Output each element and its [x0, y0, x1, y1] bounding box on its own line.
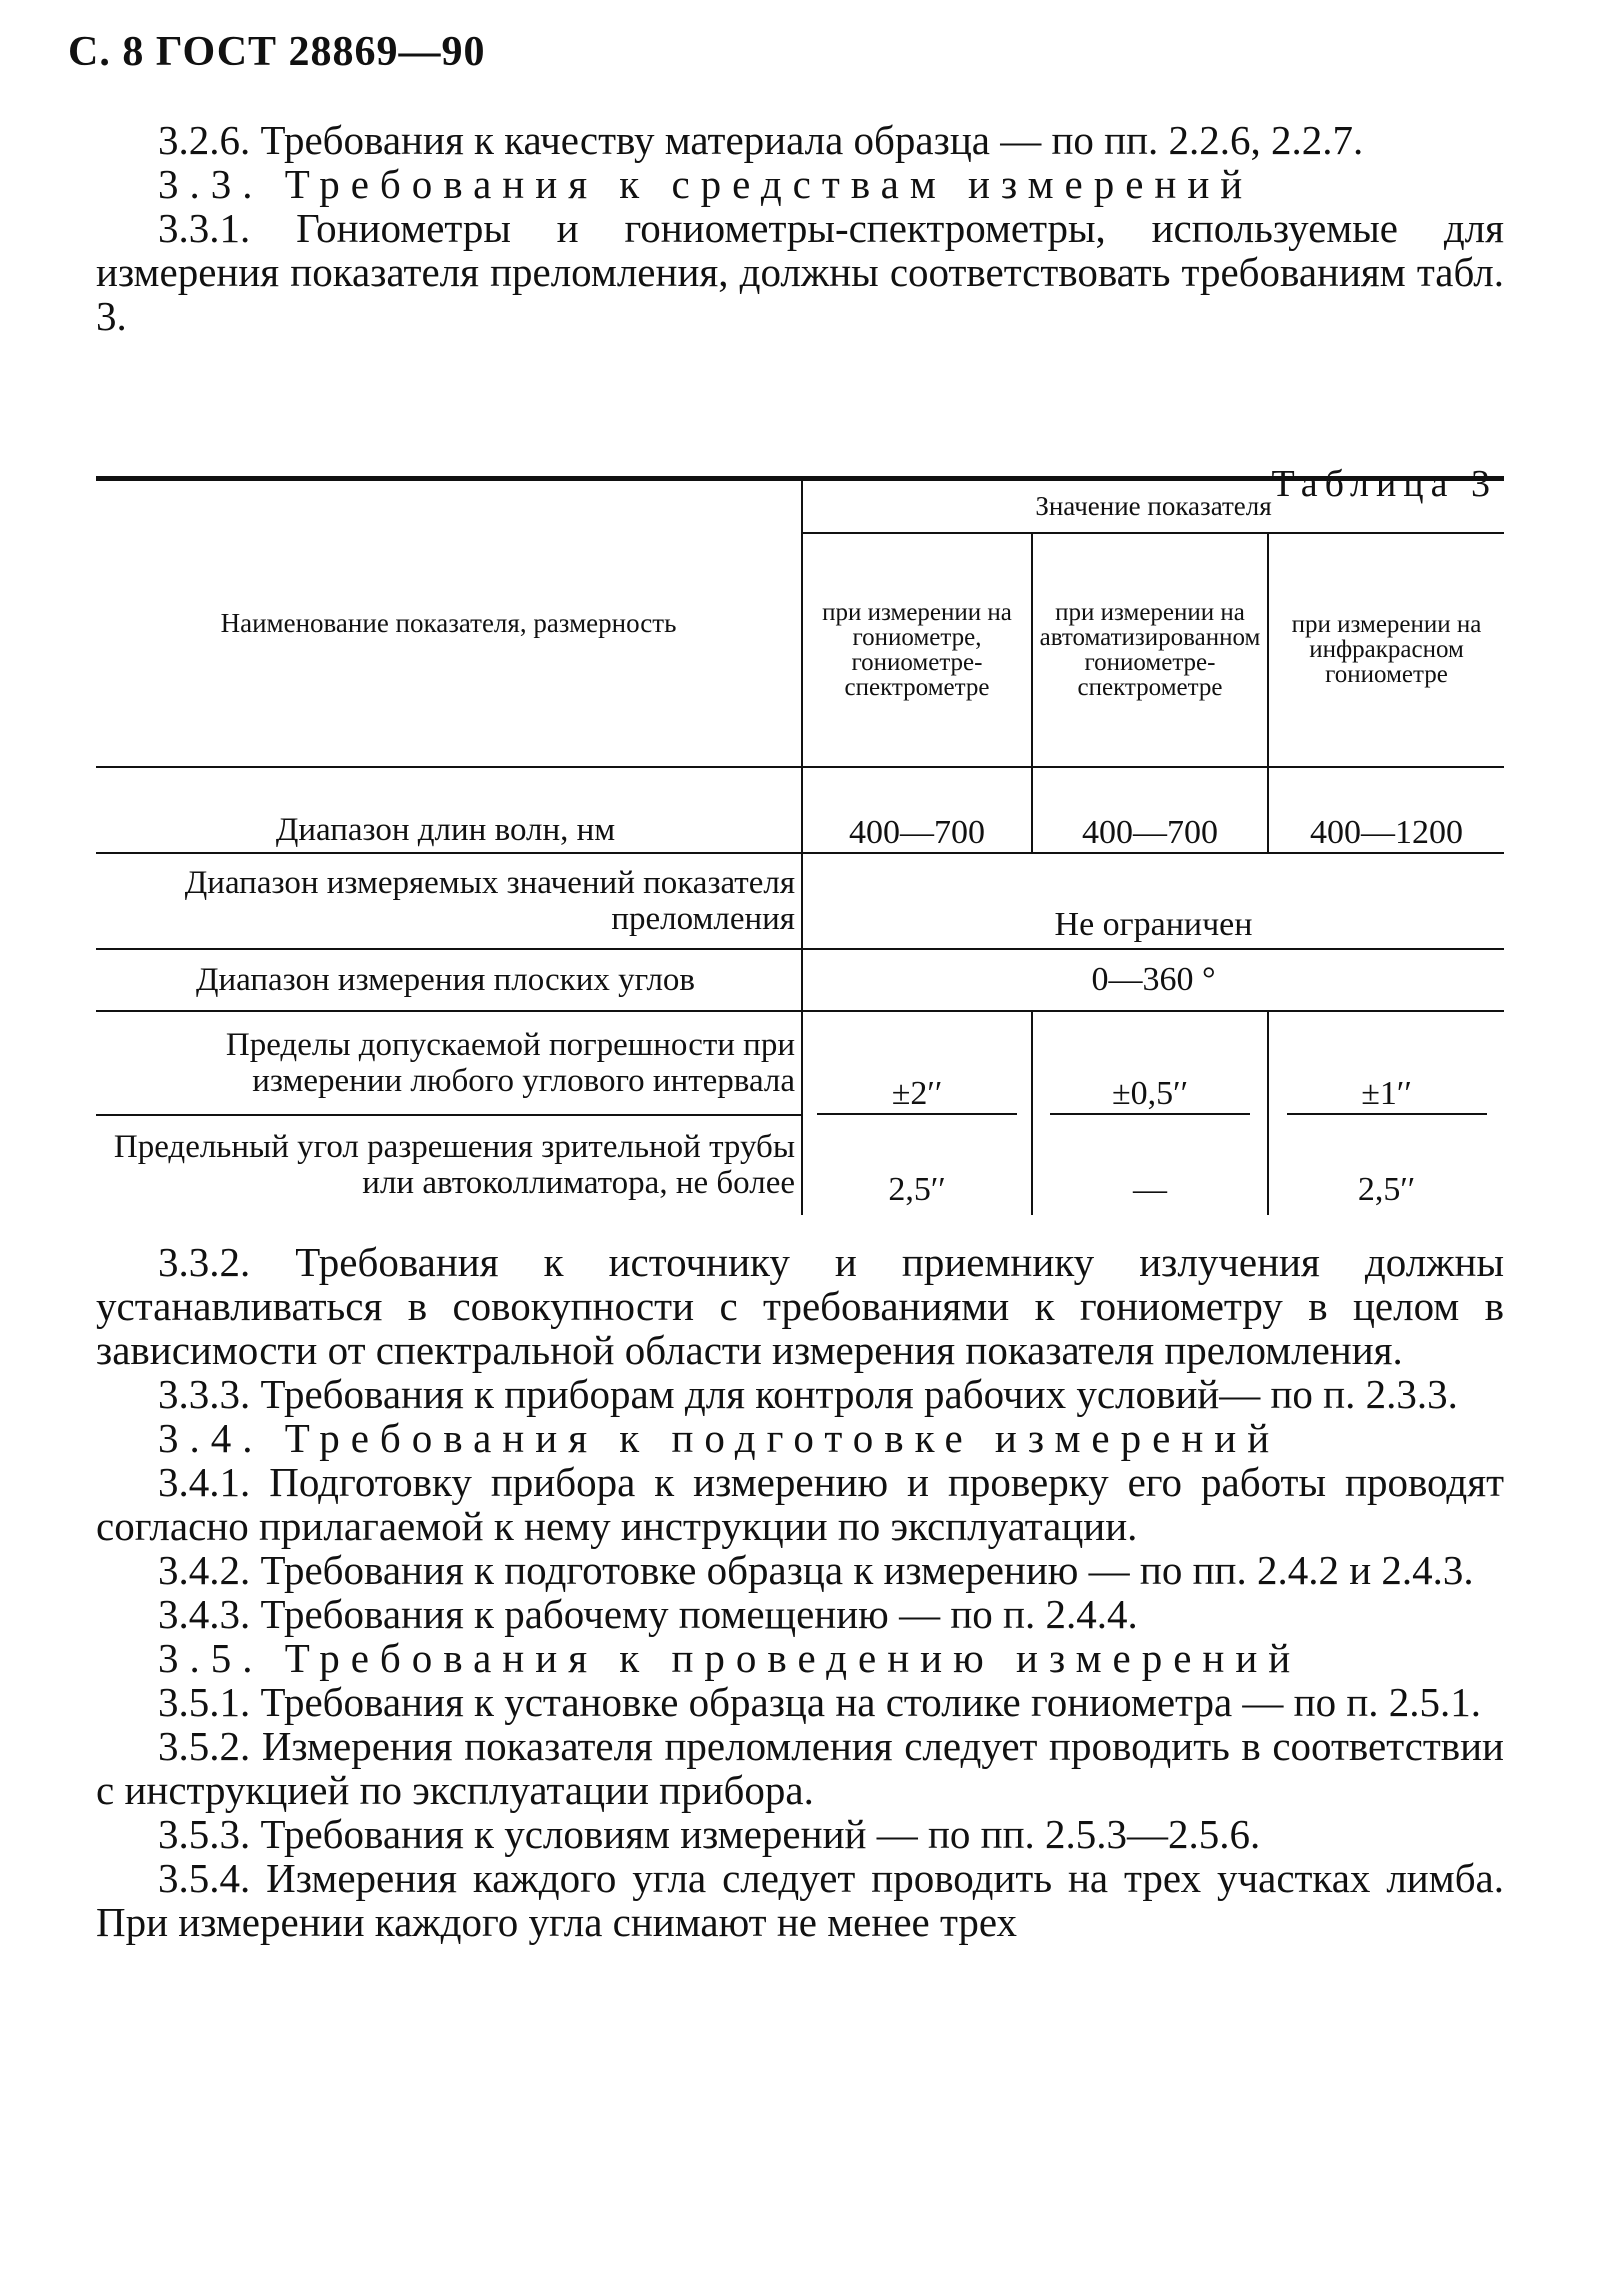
spec-table: [96, 476, 1504, 1215]
paragraph-3-3-2: 3.3.2. Требования к источнику и приемнику излучения должны устанавливаться в совокупности с требованиями к гониометру в целом в зависимости от спектральной области измерения показателя преломления.: [96, 1239, 1504, 1373]
row-value: ±2′′: [817, 1075, 1017, 1115]
section-3-5-title: 3.5. Требования к проведению измерений: [158, 1635, 1302, 1681]
row-merged-value: Не ограничен: [802, 853, 1504, 949]
paragraph-3-5-3: 3.5.3. Требования к условиям измерений — по пп. 2.5.3—2.5.6.: [158, 1811, 1261, 1857]
row-value: ±0,5′′: [1050, 1075, 1250, 1115]
table-row: [96, 1115, 1504, 1215]
intro-text: [96, 118, 1504, 338]
paragraph-3-4-1: 3.4.1. Подготовку прибора к измерению и проверку его работы проводят согласно прилагаемой к нему инструкции по эксплуатации.: [96, 1459, 1504, 1549]
row-name: Пределы допускаемой погрешности при измерении любого углового интервала: [96, 1011, 802, 1115]
table-row: [96, 767, 1504, 853]
row-merged-value: 0—360 °: [802, 949, 1504, 1011]
section-3-4-title: 3.4. Требования к подготовке измерений: [158, 1415, 1281, 1461]
table-row: [96, 1011, 1504, 1115]
main-text: [96, 1240, 1504, 1944]
row-value: 400—1200: [1268, 767, 1504, 853]
header-name: Наименование показателя, размерность: [96, 479, 802, 767]
header-col-1: при измерении на гониометре, гониометре-спектрометре: [802, 533, 1032, 767]
table-row: [96, 949, 1504, 1011]
paragraph-3-5-4: 3.5.4. Измерения каждого угла следует проводить на трех участках лимба. При измерении каждого угла снимают не менее трех: [96, 1855, 1504, 1945]
row-value: 400—700: [1032, 767, 1268, 853]
header-col-3: при измерении на инфракрасном гониометре: [1268, 533, 1504, 767]
header-group: Значение показателя: [802, 479, 1504, 533]
paragraph-3-3-3: 3.3.3. Требования к приборам для контроля рабочих условий— по п. 2.3.3.: [158, 1371, 1458, 1417]
row-value: 2,5′′: [1268, 1115, 1504, 1215]
paragraph-3-5-2: 3.5.2. Измерения показателя преломления следует проводить в соответствии с инструкцией по эксплуатации прибора.: [96, 1723, 1504, 1813]
row-value: ±1′′: [1287, 1075, 1487, 1115]
row-name: Диапазон измерения плоских углов: [96, 949, 802, 1011]
row-value: 400—700: [802, 767, 1032, 853]
paragraph-3-4-2: 3.4.2. Требования к подготовке образца к измерению — по пп. 2.4.2 и 2.4.3.: [158, 1547, 1474, 1593]
row-name: Диапазон измеряемых значений показателя преломления: [96, 853, 802, 949]
row-value: 2,5′′: [802, 1115, 1032, 1215]
section-3-3-title: 3.3. Требования к средствам измерений: [158, 161, 1254, 207]
header-col-2: при измерении на автоматизированном гониометре-спектрометре: [1032, 533, 1268, 767]
table-caption: Таблица 3: [1271, 463, 1497, 505]
row-name: Предельный угол разрешения зрительной трубы или автоколлиматора, не более: [113, 1129, 795, 1201]
row-name: Диапазон длин волн, нм: [96, 767, 802, 853]
row-value: —: [1032, 1115, 1268, 1215]
paragraph-3-3-1: 3.3.1. Гониометры и гониометры-спектрометры, используемые для измерения показателя преломления, должны соответствовать требованиям табл. 3.: [96, 205, 1504, 339]
table-row: [96, 853, 1504, 949]
page-header: С. 8 ГОСТ 28869—90: [68, 29, 486, 75]
paragraph-3-2-6: 3.2.6. Требования к качеству материала образца — по пп. 2.2.6, 2.2.7.: [158, 117, 1364, 163]
paragraph-3-5-1: 3.5.1. Требования к установке образца на столике гониометра — по п. 2.5.1.: [158, 1679, 1482, 1725]
paragraph-3-4-3: 3.4.3. Требования к рабочему помещению — по п. 2.4.4.: [158, 1591, 1138, 1637]
